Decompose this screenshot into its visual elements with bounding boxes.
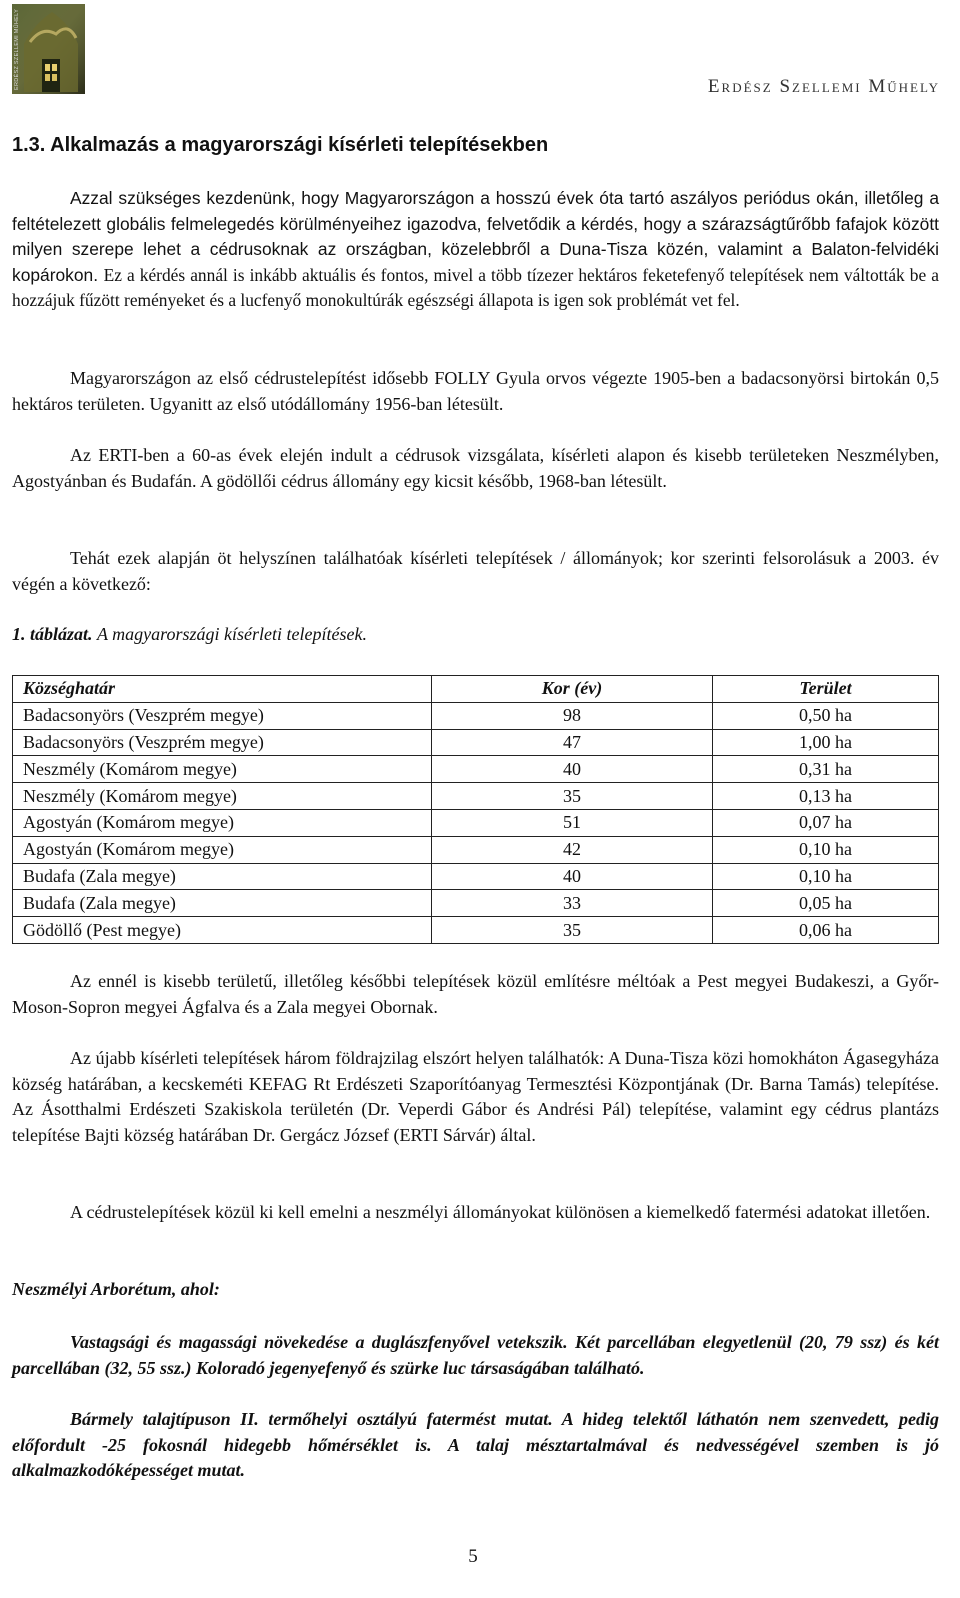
table-row xyxy=(13,756,939,783)
erti-paragraph: Az ERTI-ben a 60-as évek elején indult a cédrusok vizsgálata, kísérleti alapon és kisebb területeken Neszmélyben, Agostyánban és Budafán. A gödöllői cédrus állomány egy kicsit később, 1968-ban létesült. xyxy=(12,445,939,491)
arboretum-growth-paragraph: Vastagsági és magassági növekedése a duglászfenyővel vetekszik. Két parcellában elegyetlenül (20, 79 ssz) és két parcellában (32, 55 ssz.) Koloradó jegenyefenyő és szürke luc társaságában található. xyxy=(12,1332,939,1378)
smaller-plantings-paragraph: Az ennél is kisebb területű, illetőleg későbbi telepítések közül említésre méltóak a Pest megyei Budakeszi, a Győr-Moson-Sopron megyei Ágfalva és a Zala megyei Obornak. xyxy=(12,971,939,1017)
new-plantings-paragraph: Az újabb kísérleti telepítések három földrajzilag elszórt helyen találhatók: A Duna-Tisza közi homokháton Ágasegyháza község határában, a kecskeméti KEFAG Rt Erdészeti Szaporítóanyag Termesztési Központjának (Dr. Barna Tamás) telepítése. Az Ásotthalmi Erdészeti Szakiskola területén (Dr. Veperdi Gábor és Andrési Pál) telepítése, valamint egy cédrus plantázs telepítése Bajti község határában Dr. Gergácz József (ERTI Sárvár) által. xyxy=(12,1048,939,1145)
cell-area: 0,13 ha xyxy=(713,783,939,810)
table-row xyxy=(13,702,939,729)
cell-location: Agostyán (Komárom megye) xyxy=(13,836,432,863)
cell-area: 0,10 ha xyxy=(713,836,939,863)
plantings-table xyxy=(12,675,939,944)
cell-area: 0,31 ha xyxy=(713,756,939,783)
cell-age: 35 xyxy=(432,917,713,944)
cell-location: Badacsonyörs (Veszprém megye) xyxy=(13,702,432,729)
table-row xyxy=(13,917,939,944)
cell-area: 0,07 ha xyxy=(713,809,939,836)
history-paragraph: Magyarországon az első cédrustelepítést idősebb FOLLY Gyula orvos végezte 1905-ben a badacsonyörsi birtokán 0,5 hektáros területen. Ugyanitt az első utódállomány 1956-ban létesült. xyxy=(12,368,939,414)
erdesz-logo-icon xyxy=(12,4,85,94)
table-row xyxy=(13,809,939,836)
table-row xyxy=(13,783,939,810)
cell-area: 0,50 ha xyxy=(713,702,939,729)
cell-age: 33 xyxy=(432,890,713,917)
cell-age: 47 xyxy=(432,729,713,756)
cell-location: Budafa (Zala megye) xyxy=(13,890,432,917)
arboretum-soil-paragraph: Bármely talajtípuson II. termőhelyi osztályú fatermést mutat. A hideg telektől láthatón nem szenvedett, pedig előfordult -25 fokosnál hidegebb hőmérséklet is. A talaj mésztartalmával és nedvességével szemben is jó alkalmazkodóképességet mutat. xyxy=(12,1409,939,1481)
neszmely-paragraph: A cédrustelepítések közül ki kell emelni a neszmélyi állományokat különösen a kiemelkedő fatermési adatokat illetően. xyxy=(70,1202,931,1222)
table-row xyxy=(13,836,939,863)
cell-area: 0,05 ha xyxy=(713,890,939,917)
cell-location: Budafa (Zala megye) xyxy=(13,863,432,890)
table-row xyxy=(13,729,939,756)
page-number: 5 xyxy=(468,1546,478,1567)
cell-age: 40 xyxy=(432,756,713,783)
cell-area: 1,00 ha xyxy=(713,729,939,756)
cell-age: 42 xyxy=(432,836,713,863)
cell-age: 40 xyxy=(432,863,713,890)
cell-area: 0,10 ha xyxy=(713,863,939,890)
header-brand: Erdész Szellemi Műhely xyxy=(707,76,940,97)
header-age: Kor (év) xyxy=(432,676,713,703)
cell-location: Neszmély (Komárom megye) xyxy=(13,783,432,810)
summary-paragraph: Tehát ezek alapján öt helyszínen találhatóak kísérleti telepítések / állományok; kor szerinti felsorolásuk a 2003. év végén a következő: xyxy=(12,548,939,594)
header-area: Terület xyxy=(713,676,939,703)
cell-location: Badacsonyörs (Veszprém megye) xyxy=(13,729,432,756)
logo-text: ERDÉSZ SZELLEMI MŰHELY xyxy=(14,8,20,90)
cell-age: 35 xyxy=(432,783,713,810)
cell-location: Agostyán (Komárom megye) xyxy=(13,809,432,836)
cell-age: 51 xyxy=(432,809,713,836)
intro-paragraph: Azzal szükséges kezdenünk, hogy Magyarországon a hosszú évek óta tartó aszályos periódus okán, illetőleg a feltételezett globális felmelegedés körülményeihez igazodva, felvetődik a kérdés, hogy a szárazságtűrőbb fafajok között milyen szerepe lehet a cédrusoknak az országban, közelebbről a Duna-Tisza közén, valamint a Balaton-felvidéki kopárokon. Ez a kérdés annál is inkább aktuális és fontos, mivel a több tízezer hektáros feketefenyő telepítések nem váltották be a hozzájuk fűzött reményeket és a lucfenyő monokultúrák egészségi állapota is igen sok problémát vet fel. xyxy=(12,188,939,311)
cell-location: Neszmély (Komárom megye) xyxy=(13,756,432,783)
cell-area: 0,06 ha xyxy=(713,917,939,944)
header-location: Községhatár xyxy=(13,676,432,703)
cell-age: 98 xyxy=(432,702,713,729)
table-row xyxy=(13,890,939,917)
table-header-row xyxy=(13,676,939,703)
cell-location: Gödöllő (Pest megye) xyxy=(13,917,432,944)
table-caption: 1. táblázat. A magyarországi kísérleti telepítések. xyxy=(12,624,367,644)
table-row xyxy=(13,863,939,890)
section-heading: 1.3. Alkalmazás a magyarországi kísérleti telepítésekben xyxy=(12,134,549,156)
arboretum-heading: Neszmélyi Arborétum, ahol: xyxy=(12,1279,220,1299)
